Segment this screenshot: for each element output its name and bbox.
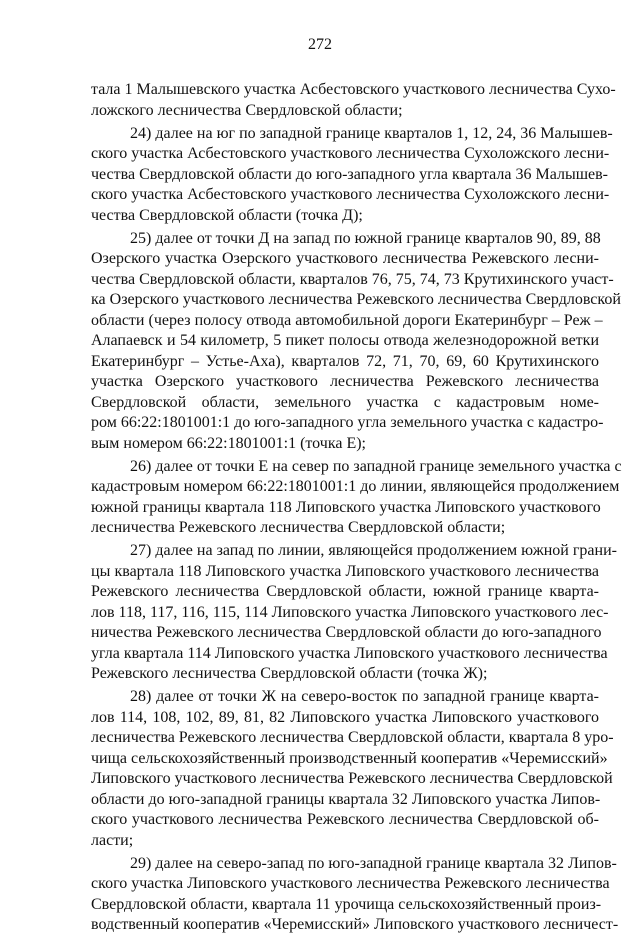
text-line: кадастровым номером 66:22:1801001:1 до линии, являющейся продолжением bbox=[91, 478, 620, 495]
text-line: области (через полосу отвода автомобильной дороги Екатеринбург – Реж – bbox=[91, 311, 603, 329]
text-line: 25) далее от точки Д на запад по южной границе кварталов 90, 89, 88 bbox=[130, 229, 601, 247]
text-line: ского участка Липовского участкового лесничества Режевского лесничества bbox=[91, 875, 610, 892]
text-line: лесничества Режевского лесничества Свердловской области, квартала 8 уро- bbox=[91, 729, 614, 746]
text-line: Свердловской области, квартала 11 урочища сельскохозяйственный произ- bbox=[91, 895, 602, 913]
text-line: лов 114, 108, 102, 89, 81, 82 Липовского участка Липовского участкового bbox=[91, 708, 599, 726]
text-line: ничества Режевского лесничества Свердловской области до юго-западного bbox=[91, 624, 602, 641]
text-line: чества Свердловской области, кварталов 76, 75, 74, 73 Крутихинского участ- bbox=[91, 270, 614, 288]
text-line: ского участкового лесничества Режевского лесничества Свердловской об- bbox=[91, 811, 599, 828]
text-line: Алапаевск и 54 километр, 5 пикет полосы отвода железнодорожной ветки bbox=[91, 332, 599, 349]
text-line: 28) далее от точки Ж на северо-восток по западной границе кварта- bbox=[130, 688, 599, 705]
text-line: Режевского лесничества Свердловской области (точка Ж); bbox=[91, 665, 488, 682]
text-line: ка Озерского участкового лесничества Режевского лесничества Свердловской bbox=[91, 291, 621, 308]
text-line: участка Озерского участкового лесничества Режевского лесничества bbox=[91, 373, 599, 390]
text-line: ложского лесничества Свердловской области; bbox=[91, 101, 403, 119]
text-line: 27) далее на запад по линии, являющейся продолжением южной грани- bbox=[130, 542, 617, 559]
text-line: ского участка Асбестовского участкового лесничества Сухоложского лесни- bbox=[91, 145, 610, 162]
text-line: цы квартала 118 Липовского участка Липовского участкового лесничества bbox=[91, 562, 599, 580]
text-line: Озерского участка Озерского участкового лесничества Режевского лесни- bbox=[91, 250, 599, 267]
text-line: угла квартала 114 Липовского участка Липовского участкового лесничества bbox=[91, 644, 608, 662]
text-line: ласти; bbox=[91, 831, 134, 849]
text-line: лов 118, 117, 116, 115, 114 Липовского участка Липовского участкового лес- bbox=[91, 603, 609, 621]
text-line: чища сельскохозяйственный производственный кооператив «Черемисский» bbox=[91, 749, 608, 767]
text-line: лесничества Режевского лесничества Свердловской области; bbox=[91, 519, 506, 536]
text-line: чества Свердловской области (точка Д); bbox=[91, 206, 363, 224]
text-line: 29) далее на северо-запад по юго-западной границе квартала 32 Липов- bbox=[130, 854, 617, 872]
text-line: Липовского участкового лесничества Режевского лесничества Свердловской bbox=[91, 770, 613, 787]
text-line: 26) далее от точки Е на север по западной границе земельного участка с bbox=[130, 457, 622, 475]
text-line: вым номером 66:22:1801001:1 (точка Е); bbox=[91, 434, 366, 452]
text-line: ского участка Асбестовского участкового лесничества Сухоложского лесни- bbox=[91, 186, 610, 203]
text-line: Свердловской области, земельного участка с кадастровым номе- bbox=[91, 393, 599, 411]
text-line: тала 1 Малышевского участка Асбестовского участкового лесничества Сухо- bbox=[91, 81, 616, 98]
text-line: области до юго-западной границы квартала 32 Липовского участка Липов- bbox=[91, 790, 601, 808]
text-line: Екатеринбург – Устье-Аха), кварталов 72, 71, 70, 69, 60 Крутихинского bbox=[91, 352, 599, 370]
text-line: водственный кооператив «Черемисский» Липовского участкового лесничест- bbox=[91, 916, 619, 933]
text-line: 24) далее на юг по западной границе кварталов 1, 12, 24, 36 Малышев- bbox=[130, 124, 613, 142]
text-line: ром 66:22:1801001:1 до юго-западного угла земельного участка с кадастро- bbox=[91, 414, 604, 431]
text-line: южной границы квартала 118 Липовского участка Липовского участкового bbox=[91, 498, 601, 516]
text-line: Режевского лесничества Свердловской области, южной границе кварта- bbox=[91, 583, 599, 600]
page-number: 272 bbox=[308, 36, 332, 53]
text-line: чества Свердловской области до юго-западного угла квартала 36 Малышев- bbox=[91, 165, 608, 183]
